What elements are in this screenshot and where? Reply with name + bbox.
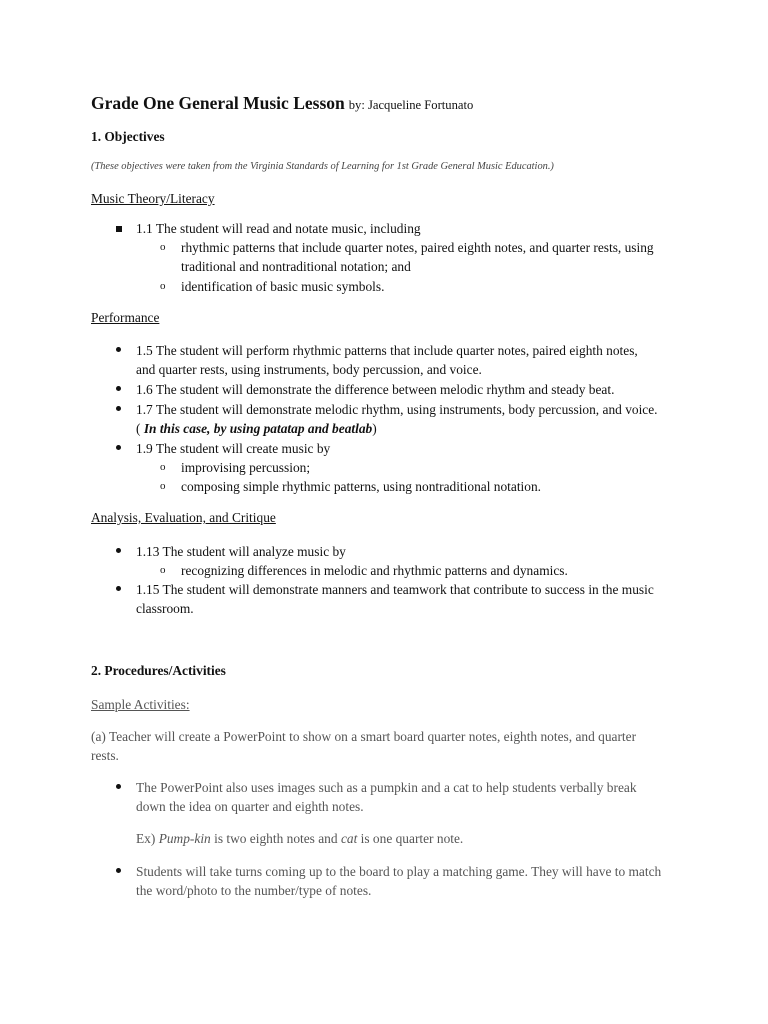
objective-1-9: 1.9 The student will create music by bbox=[136, 441, 331, 456]
bullet bbox=[116, 784, 121, 789]
sample-activities-heading: Sample Activities: bbox=[91, 697, 190, 712]
document-title bbox=[91, 93, 473, 114]
objective-1-13-sub: recognizing differences in melodic and rhythmic patterns and dynamics. bbox=[181, 563, 568, 578]
title-main: Grade One General Music Lesson bbox=[91, 93, 345, 113]
sub-bullet: o bbox=[160, 461, 166, 473]
objective-1-1-sub2: identification of basic music symbols. bbox=[181, 279, 385, 294]
bullet bbox=[116, 406, 121, 411]
objective-1-9-sub2: composing simple rhythmic patterns, using nontraditional notation. bbox=[181, 479, 542, 494]
objective-1-9-sub1: improvising percussion; bbox=[181, 460, 311, 475]
activity-a-line2: rests. bbox=[91, 748, 119, 763]
example-middle: is two eighth notes and bbox=[210, 831, 341, 846]
sub-bullet: o bbox=[160, 564, 166, 576]
example-word-pumpkin: Pump-kin bbox=[158, 831, 211, 846]
objective-1-15-line1: 1.15 The student will demonstrate manners and teamwork that contribute to success in the music bbox=[136, 582, 654, 597]
analysis-heading: Analysis, Evaluation, and Critique bbox=[91, 510, 276, 525]
activity-b1-line2: down the idea on quarter and eighth notes. bbox=[136, 799, 364, 814]
objective-1-1-sub1-line1: rhythmic patterns that include quarter notes, paired eighth notes, and quarter rests, using bbox=[181, 240, 654, 255]
paren-open: ( bbox=[136, 421, 144, 436]
objective-1-7-line2 bbox=[136, 419, 377, 438]
sub-bullet: o bbox=[160, 241, 166, 253]
activity-example bbox=[136, 829, 463, 848]
bullet bbox=[116, 347, 121, 352]
square-bullet bbox=[116, 226, 122, 232]
sub-bullet: o bbox=[160, 480, 166, 492]
activity-a-line1: (a) Teacher will create a PowerPoint to show on a smart board quarter notes, eighth notes, and quarter bbox=[91, 729, 637, 744]
paren-close: ) bbox=[372, 421, 377, 436]
objective-1-6: 1.6 The student will demonstrate the difference between melodic rhythm and steady beat. bbox=[136, 382, 615, 397]
bullet bbox=[116, 445, 121, 450]
objectives-note: (These objectives were taken from the Virginia Standards of Learning for 1st Grade General Music Education.) bbox=[91, 161, 554, 172]
bullet bbox=[116, 548, 121, 553]
example-prefix: Ex) bbox=[136, 831, 159, 846]
example-end: is one quarter note. bbox=[357, 831, 464, 846]
bullet bbox=[116, 868, 121, 873]
objective-1-1: 1.1 The student will read and notate music, including bbox=[136, 221, 421, 236]
objective-1-5-line1: 1.5 The student will perform rhythmic patterns that include quarter notes, paired eighth notes, bbox=[136, 343, 638, 358]
objective-1-5-line2: and quarter rests, using instruments, body percussion, and voice. bbox=[136, 362, 482, 377]
example-word-cat: cat bbox=[340, 831, 358, 846]
objective-1-7-line1: 1.7 The student will demonstrate melodic rhythm, using instruments, body percussion, and voice. bbox=[136, 402, 658, 417]
objective-1-1-sub1-line2: traditional and nontraditional notation; and bbox=[181, 259, 411, 274]
objective-1-7-example: In this case, by using patatap and beatlab bbox=[143, 421, 373, 436]
activity-b2-line1: Students will take turns coming up to the board to play a matching game. They will have to match bbox=[136, 864, 662, 879]
procedures-heading: 2. Procedures/Activities bbox=[91, 663, 226, 678]
objectives-heading: 1. Objectives bbox=[91, 129, 165, 144]
sub-bullet: o bbox=[160, 280, 166, 292]
objective-1-13: 1.13 The student will analyze music by bbox=[136, 544, 346, 559]
music-theory-heading: Music Theory/Literacy bbox=[91, 191, 215, 206]
bullet bbox=[116, 586, 121, 591]
activity-b1-line1: The PowerPoint also uses images such as a pumpkin and a cat to help students verbally break bbox=[136, 780, 637, 795]
bullet bbox=[116, 386, 121, 391]
objective-1-15-line2: classroom. bbox=[136, 601, 194, 616]
title-author: by: Jacqueline Fortunato bbox=[348, 98, 474, 112]
performance-heading: Performance bbox=[91, 310, 160, 325]
activity-b2-line2: the word/photo to the number/type of notes. bbox=[136, 883, 372, 898]
